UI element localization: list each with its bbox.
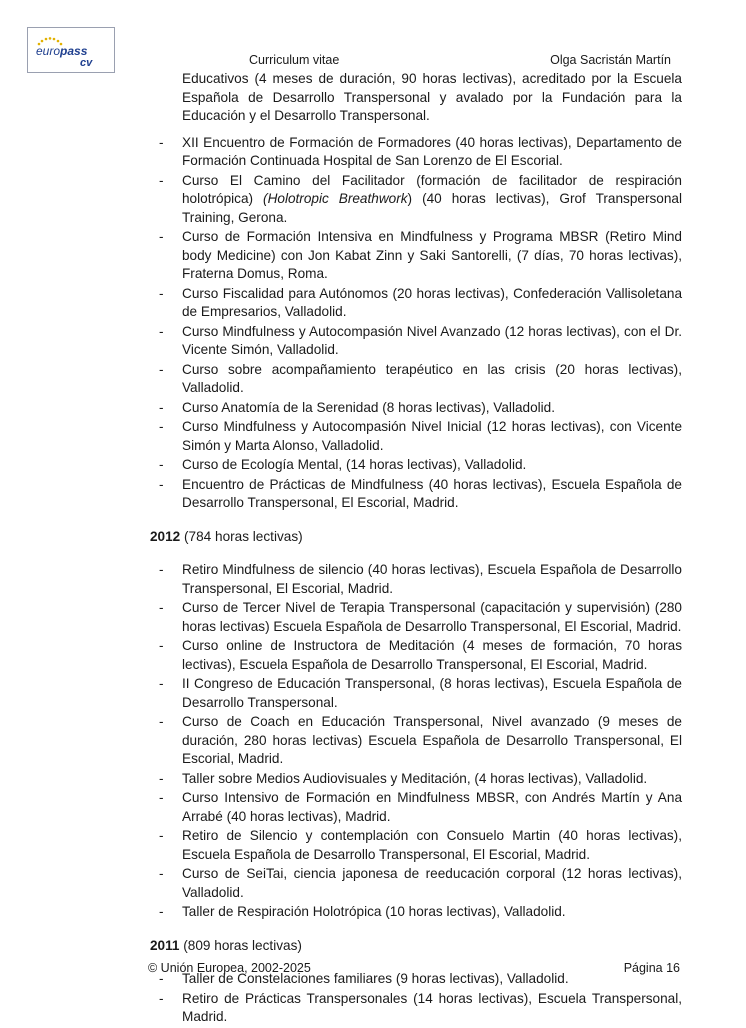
header-left: Curriculum vitae xyxy=(249,53,340,67)
list-2012 xyxy=(148,561,682,922)
list-item-italic: (Holotropic Breathwork xyxy=(263,191,408,206)
list-item: - Curso de SeiTai, ciencia japonesa de reeducación corporal (12 horas lectivas), Valladolid. xyxy=(148,865,682,902)
lead-paragraph: Educativos (4 meses de duración, 90 horas lectivas), acreditado por la Escuela Española de Desarrollo Transpersonal y avalado por la Fundación para la Educación y el Desarrollo Transpersonal. xyxy=(182,71,682,123)
list-item: - Taller de Respiración Holotrópica (10 horas lectivas), Valladolid. xyxy=(148,903,682,922)
list-item: - Curso Mindfulness y Autocompasión Nivel Avanzado (12 horas lectivas), con el Dr. Vicente Simón, Valladolid. xyxy=(148,323,682,360)
year-label: 2012 xyxy=(150,528,181,544)
list-item: - Curso Mindfulness y Autocompasión Nivel Inicial (12 horas lectivas), con Vicente Simón y Marta Alonso, Valladolid. xyxy=(148,418,682,455)
list-item: - XII Encuentro de Formación de Formadores (40 horas lectivas), Departamento de Formación Continuada Hospital de San Lorenzo de El Escorial. xyxy=(148,134,682,171)
list-item: - Retiro Mindfulness de silencio (40 horas lectivas), Escuela Española de Desarrollo Transpersonal, El Escorial, Madrid. xyxy=(148,561,682,598)
list-item: - II Congreso de Educación Transpersonal, (8 horas lectivas), Escuela Española de Desarrollo Transpersonal. xyxy=(148,675,682,712)
list-item: - Curso Intensivo de Formación en Mindfulness MBSR, con Andrés Martín y Ana Arrabé (40 horas lectivas), Madrid. xyxy=(148,789,682,826)
year-heading-2011 xyxy=(150,937,682,956)
main-content xyxy=(148,70,682,1028)
logo-text-euro: euro xyxy=(36,44,61,58)
year-label: 2011 xyxy=(150,937,180,953)
europass-logo xyxy=(27,27,115,73)
logo-text-pass: pass xyxy=(60,44,88,58)
list-item xyxy=(148,172,682,228)
header-right: Olga Sacristán Martín xyxy=(550,53,671,67)
list-item: - Curso online de Instructora de Meditación (4 meses de formación, 70 horas lectivas), Escuela Española de Desarrollo Transpersonal, El Escorial, Madrid. xyxy=(148,637,682,674)
list-item: - Curso de Coach en Educación Transpersonal, Nivel avanzado (9 meses de duración, 280 horas lectivas) Escuela Española de Desarrollo Transpersonal, El Escorial, Madrid. xyxy=(148,713,682,769)
list-2011 xyxy=(148,970,682,1027)
list-item: - Curso de Tercer Nivel de Terapia Transpersonal (capacitación y supervisión) (280 horas lectivas) Escuela Española de Desarrollo Transpersonal, El Escorial, Madrid. xyxy=(148,599,682,636)
list-item: - Retiro de Silencio y contemplación con Consuelo Martin (40 horas lectivas), Escuela Española de Desarrollo Transpersonal, El Escorial, Madrid. xyxy=(148,827,682,864)
list-item: - Encuentro de Prácticas de Mindfulness (40 horas lectivas), Escuela Española de Desarrollo Transpersonal, El Escorial, Madrid. xyxy=(148,476,682,513)
list-item: - Taller sobre Medios Audiovisuales y Meditación, (4 horas lectivas), Valladolid. xyxy=(148,770,682,789)
list-item: - Curso sobre acompañamiento terapéutico en las crisis (20 horas lectivas), Valladolid. xyxy=(148,361,682,398)
list-item: - Curso de Formación Intensiva en Mindfulness y Programa MBSR (Retiro Mind body Medicine) con Jon Kabat Zinn y Saki Santorelli, (7 días, 70 horas lectivas), Fraterna Domus, Roma. xyxy=(148,228,682,284)
svg-text:europass xyxy=(36,44,88,58)
logo-text-cv: cv xyxy=(80,57,93,69)
footer-page-number: Página 16 xyxy=(623,961,680,975)
list-item: - Taller de Constelaciones familiares (9 horas lectivas), Valladolid. xyxy=(148,970,682,989)
list-item: - Curso Anatomía de la Serenidad (8 horas lectivas), Valladolid. xyxy=(148,399,682,418)
list-item-text: Curso El Camino del Facilitador (formación de facilitador de respiración holotrópica) xyxy=(182,172,682,206)
list-item: - Curso de Ecología Mental, (14 horas lectivas), Valladolid. xyxy=(148,456,682,475)
list-prev xyxy=(148,134,682,513)
list-item: - Curso Fiscalidad para Autónomos (20 horas lectivas), Confederación Vallisoletana de Empresarios, Valladolid. xyxy=(148,285,682,322)
year-hours: (809 horas lectivas) xyxy=(179,937,302,953)
year-hours: (784 horas lectivas) xyxy=(180,528,303,544)
list-item-text: ) (40 horas lectivas), Grof Transpersonal Training, Gerona. xyxy=(182,191,682,225)
list-item: - Retiro de Prácticas Transpersonales (14 horas lectivas), Escuela Transpersonal, Madrid. xyxy=(148,990,682,1027)
year-heading-2012 xyxy=(150,528,682,547)
footer-copyright: © Unión Europea, 2002-2025 xyxy=(148,961,311,975)
